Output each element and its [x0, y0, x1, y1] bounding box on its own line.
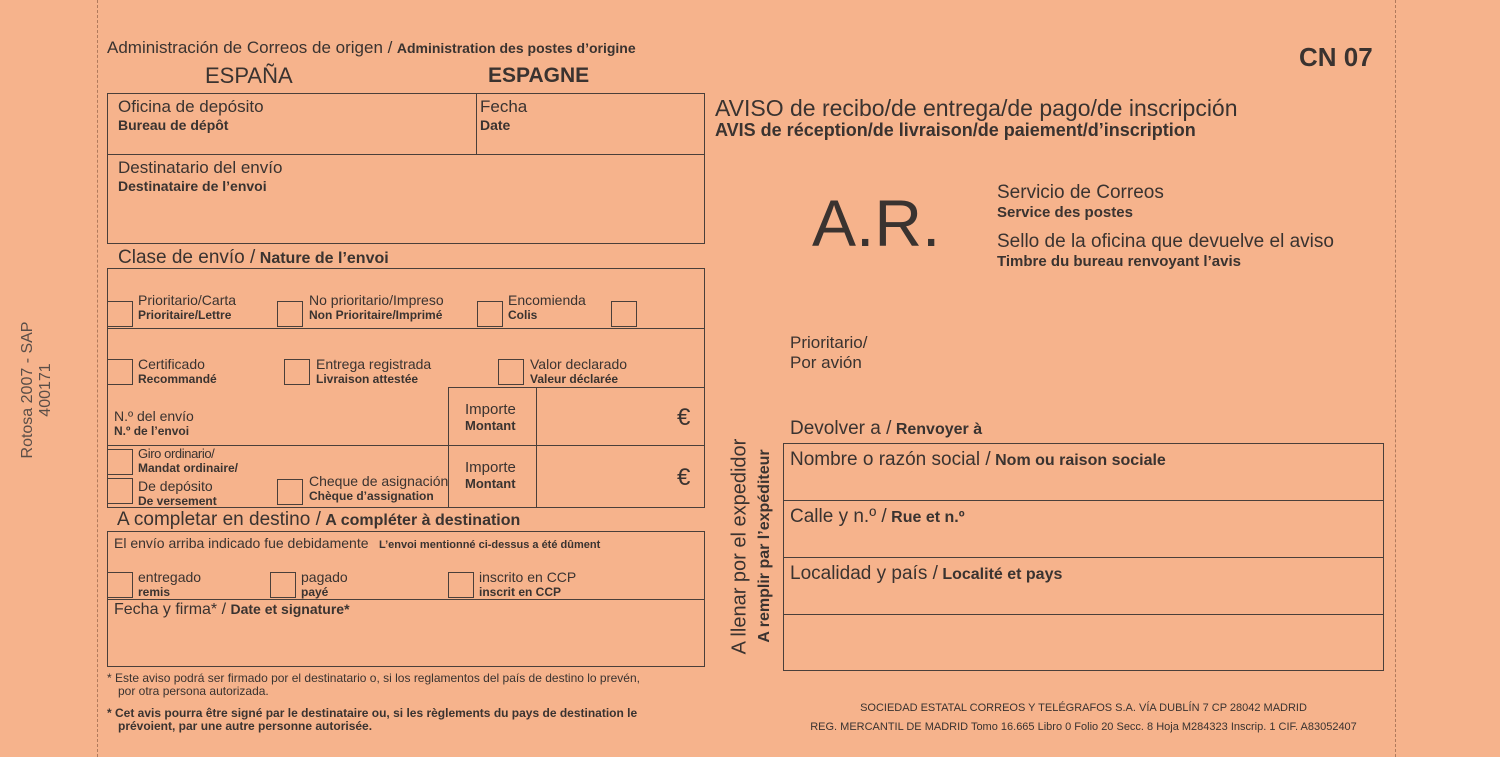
duly-label: El envío arriba indicado fue debidamente L’envoi mentionné ci-dessus a été dûment [114, 535, 601, 551]
amount-label-1: Importe Montant [465, 401, 516, 433]
street-field[interactable]: Calle y n.º / Rue et n.º [790, 506, 965, 527]
insured-label: Valor declarado Valeur déclarée [530, 356, 628, 386]
registered-checkbox[interactable] [107, 359, 133, 385]
paid-label: pagado payé [301, 569, 348, 599]
divider [536, 387, 537, 508]
deposit-order-label: De depósito De versement [138, 478, 217, 508]
signature-field[interactable]: Fecha y firma* / Date et signature* [114, 601, 350, 618]
name-field[interactable]: Nombre o razón social / Nom ou raison sociale [790, 449, 1166, 470]
company-info-1: SOCIEDAD ESTATAL CORREOS Y TELÉGRAFOS S.A. VÍA DUBLÍN 7 CP 28042 MADRID [860, 702, 1307, 714]
divider [783, 500, 1384, 501]
ccp-label: inscrito en CCP inscrit en CCP [479, 569, 577, 599]
return-to-label: Devolver a / Renvoyer à [790, 418, 983, 439]
euro-icon: € [677, 464, 691, 491]
ccp-checkbox[interactable] [448, 572, 474, 598]
perforation-left [97, 0, 98, 757]
title-es: AVISO de recibo/de entrega/de pago/de inscripción [715, 95, 1238, 121]
insured-checkbox[interactable] [498, 359, 524, 385]
divider [783, 557, 1384, 558]
divider [107, 599, 705, 600]
office-field[interactable]: Oficina de depósito Bureau de dépôt [118, 97, 264, 133]
non-priority-checkbox[interactable] [277, 301, 303, 327]
divider [783, 614, 1384, 615]
country-es: ESPAÑA [205, 63, 293, 88]
deposit-order-checkbox[interactable] [107, 478, 133, 504]
ordinary-order-checkbox[interactable] [107, 449, 133, 475]
delivered-checkbox[interactable] [107, 572, 133, 598]
service-label: Servicio de Correos Service des postes [997, 182, 1164, 221]
ar-mark: A.R. [812, 186, 941, 260]
non-priority-label: No prioritario/Impreso Non Prioritaire/Imprimé [309, 292, 444, 322]
divider [107, 328, 705, 329]
destination-label: A completar en destino / A compléter à destination [117, 509, 521, 530]
date-field[interactable]: Fecha Date [480, 97, 528, 133]
country-fr: ESPAGNE [488, 64, 590, 87]
perforation-right [1395, 0, 1396, 757]
euro-icon: € [677, 404, 691, 431]
divider [448, 387, 705, 388]
item-number-label: N.º del envío N.º de l’envoi [114, 408, 194, 438]
locality-field[interactable]: Localidad y país / Localité et pays [790, 563, 1063, 584]
parcel-label: Encomienda Colis [508, 292, 586, 322]
parcel-checkbox[interactable] [477, 301, 503, 327]
title-fr: AVIS de réception/de livraison/de paiement/d’inscription [715, 120, 1196, 140]
cheque-label: Cheque de asignación Chèque d’assignation [309, 473, 449, 503]
amount-label-2: Importe Montant [465, 459, 516, 491]
printer-reference: Rotosa 2007 - SAP 400171 [19, 321, 54, 459]
addressee-label: Destinatario del envío Destinataire de l’envoi [118, 158, 283, 194]
divider [476, 93, 477, 155]
delivered-label: entregado remis [138, 569, 202, 599]
company-info-2: REG. MERCANTIL DE MADRID Tomo 16.665 Libro 0 Folio 20 Secc. 8 Hoja M284323 Inscrip. 1 CIF. A83052407 [810, 721, 1357, 733]
origin-label: Administración de Correos de origen / Administration des postes d’origine [107, 38, 636, 57]
recorded-checkbox[interactable] [284, 359, 310, 385]
ordinary-order-label: Giro ordinario/ Mandat ordinaire/ [138, 446, 239, 475]
recorded-label: Entrega registrada Livraison attestée [316, 356, 432, 386]
vertical-sender-fr: A remplir par l’expéditeur [756, 449, 773, 643]
airmail-label: Prioritario/ Por avión [790, 333, 868, 372]
vertical-sender-es: A llenar por el expedidor [728, 438, 751, 655]
extra-checkbox[interactable] [611, 301, 637, 327]
form-code: CN 07 [1299, 42, 1373, 72]
registered-label: Certificado Recommandé [138, 356, 217, 386]
footnote-fr: * Cet avis pourra être signé par le destinataire ou, si les règlements du pays de destination le prévoient, par une autre personne autorisée. [107, 706, 638, 733]
stamp-label: Sello de la oficina que devuelve el aviso Timbre du bureau renvoyant l’avis [997, 231, 1334, 270]
paid-checkbox[interactable] [270, 572, 296, 598]
priority-checkbox[interactable] [107, 301, 133, 327]
extra-address-field[interactable] [790, 620, 1380, 665]
priority-label: Prioritario/Carta Prioritaire/Lettre [138, 292, 237, 322]
item-class-label: Clase de envío / Nature de l’envoi [118, 247, 389, 268]
footnote-es: * Este aviso podrá ser firmado por el destinatario o, si los reglamentos del país de destino lo prevén, por otra persona autorizada. [107, 671, 640, 698]
cheque-checkbox[interactable] [277, 479, 303, 505]
